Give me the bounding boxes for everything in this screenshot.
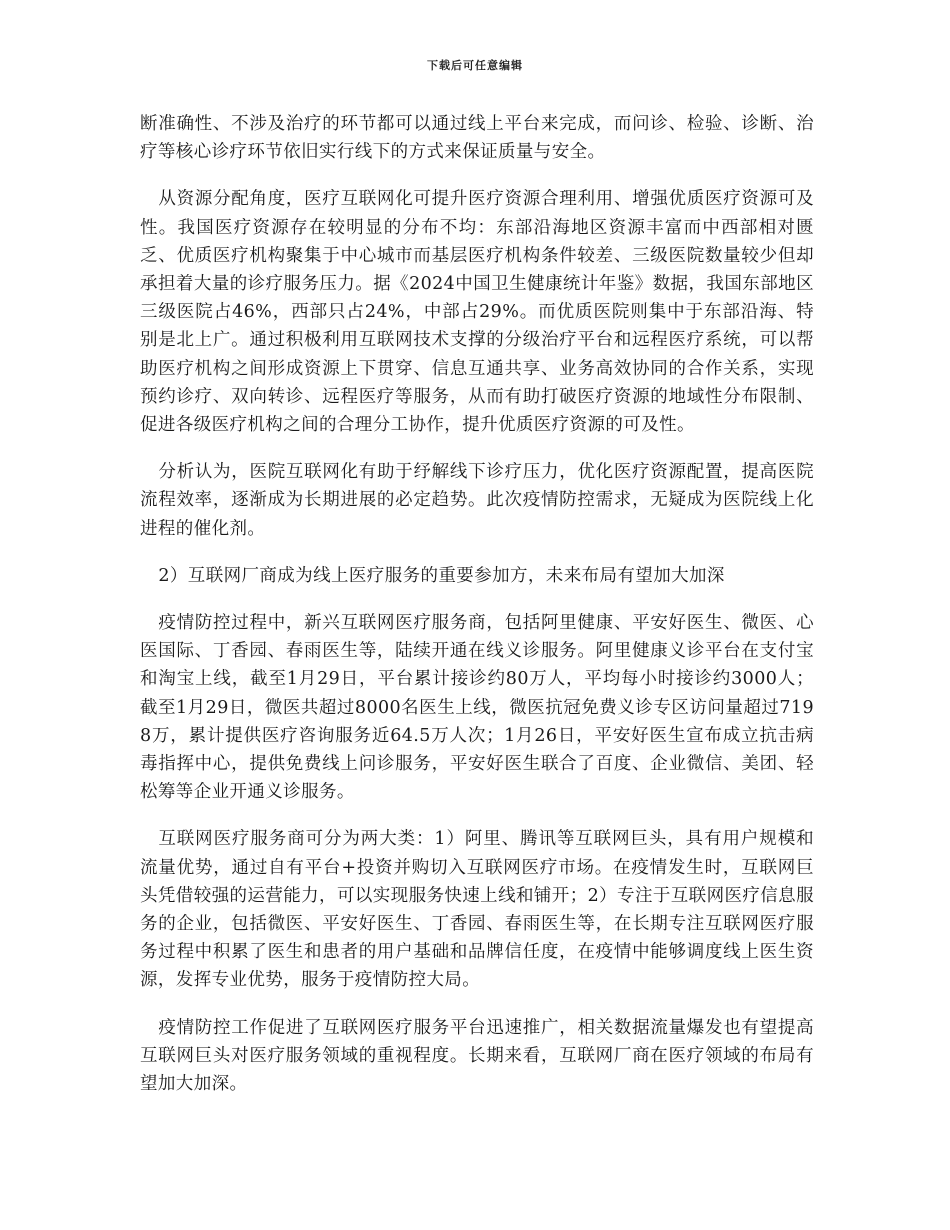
document-body bbox=[140, 110, 814, 1117]
paragraph-provider-types: 互联网医疗服务商可分为两大类：1）阿里、腾讯等互联网巨头，具有用户规模和流量优势，通过自有平台+投资并购切入互联网医疗市场。在疫情发生时，互联网巨头凭借较强的运营能力，可以实现服务快速上线和铺开；2）专注于互联网医疗信息服务的企业，包括微医、平安好医生、丁香园、春雨医生等，在长期专注互联网医疗服务过程中积累了医生和患者的用户基础和品牌信任度，在疫情中能够调度线上医生资源，发挥专业优势，服务于疫情防控大局。 bbox=[140, 829, 814, 991]
paragraph-outlook: 疫情防控工作促进了互联网医疗服务平台迅速推广，相关数据流量爆发也有望提高互联网巨头对医疗服务领域的重视程度。长期来看，互联网厂商在医疗领域的布局有望加大加深。 bbox=[140, 1017, 814, 1095]
paragraph-analysis: 分析认为，医院互联网化有助于纾解线下诊疗压力，优化医疗资源配置，提高医院流程效率，逐渐成为长期进展的必定趋势。此次疫情防控需求，无疑成为医院线上化进程的催化剂。 bbox=[140, 462, 814, 539]
section-heading: 2）互联网厂商成为线上医疗服务的重要参加方，未来布局有望加大加深 bbox=[158, 565, 725, 586]
page-header: 下载后可任意编辑 bbox=[427, 59, 523, 72]
paragraph-epidemic-services: 疫情防控过程中，新兴互联网医疗服务商，包括阿里健康、平安好医生、微医、心医国际、丁香园、春雨医生等，陆续开通在线义诊服务。阿里健康义诊平台在支付宝和淘宝上线，截至1月29日，平台累计接诊约80万人，平均每小时接诊约3000人；截至1月29日，微医共超过8000名医生上线，微医抗冠免费义诊专区访问量超过7198万，累计提供医疗咨询服务近64.5万人次；1月26日，平安好医生宣布成立抗击病毒指挥中心，提供免费线上问诊服务，平安好医生联合了百度、企业微信、美团、轻松筹等企业开通义诊服务。 bbox=[140, 613, 814, 803]
paragraph-resource-allocation: 从资源分配角度，医疗互联网化可提升医疗资源合理利用、增强优质医疗资源可及性。我国医疗资源存在较明显的分布不均：东部沿海地区资源丰富而中西部相对匮乏、优质医疗机构聚集于中心城市而基层医疗机构条件较差、三级医院数量较少但却承担着大量的诊疗服务压力。据《2024中国卫生健康统计年鉴》数据，我国东部地区三级医院占46%，西部只占24%，中部占29%。而优质医院则集中于东部沿海、特别是北上广。通过积极利用互联网技术支撑的分级治疗平台和远程医疗系统，可以帮助医疗机构之间形成资源上下贯穿、信息互通共享、业务高效协同的合作关系，实现预约诊疗、双向转诊、远程医疗等服务，从而有助打破医疗资源的地域性分布限制、促进各级医疗机构之间的合理分工协作，提升优质医疗资源的可及性。 bbox=[140, 189, 814, 436]
paragraph-continuation: 断准确性、不涉及治疗的环节都可以通过线上平台来完成，而问诊、检验、诊断、治疗等核心诊疗环节依旧实行线下的方式来保证质量与安全。 bbox=[140, 114, 814, 163]
